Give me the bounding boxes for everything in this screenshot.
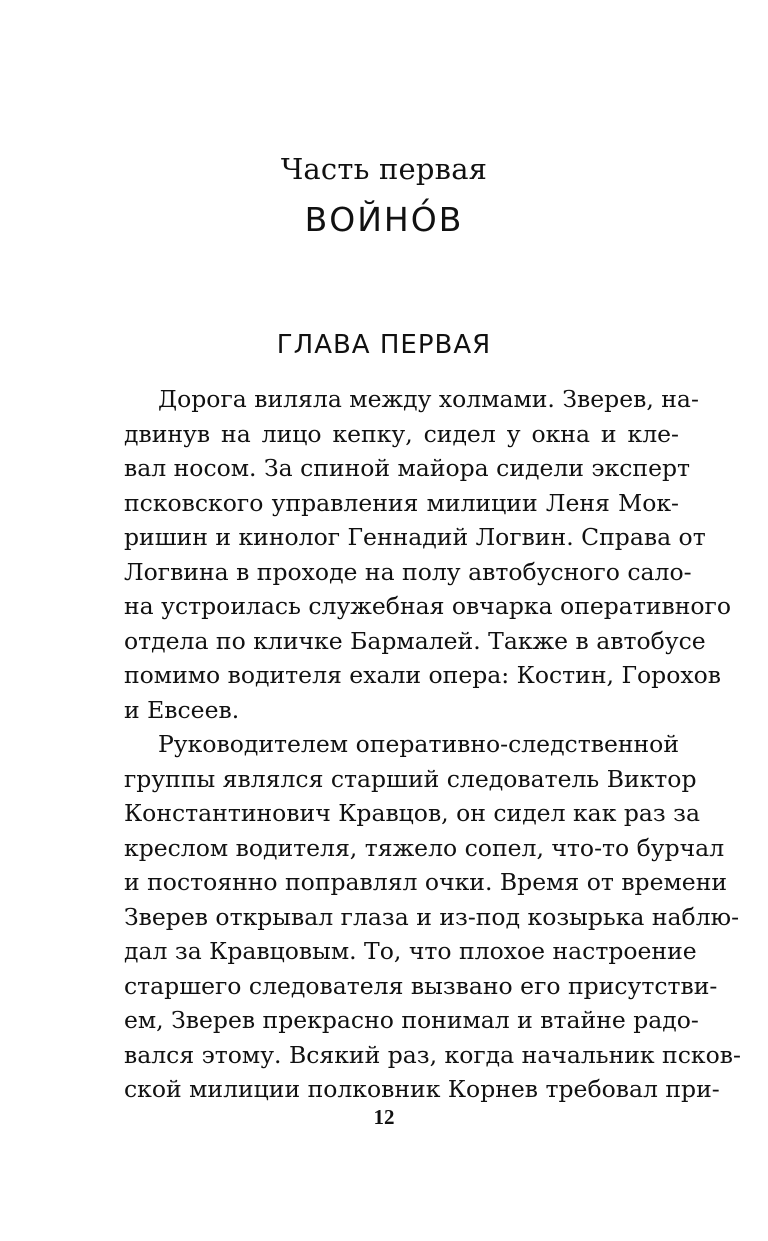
chapter-title: ГЛАВА ПЕРВАЯ — [276, 330, 492, 360]
text-line: вался этому. Всякий раз, когда начальник псков- — [124, 1040, 741, 1069]
text-line: отдела по кличке Бармалей. Также в автобусе — [124, 626, 706, 655]
text-line: ской милиции полковник Корнев требовал при- — [124, 1075, 720, 1103]
body-text — [124, 382, 741, 1107]
text-line: Дорога виляла между холмами. Зверев, на- — [158, 385, 699, 413]
text-line: Константинович Кравцов, он сидел как раз за — [124, 799, 701, 827]
text-line: на устроилась служебная овчарка оперативного — [124, 592, 731, 620]
text-line: Руководителем оперативно-следственной — [158, 730, 679, 758]
text-line: и постоянно поправлял очки. Время от времени — [124, 868, 728, 896]
text-line: дал за Кравцовым. То, что плохое настроение — [124, 937, 697, 965]
text-line: псковского управления милиции Леня Мок- — [124, 488, 679, 517]
text-line: и Евсеев. — [124, 695, 240, 724]
part-label: Часть первая — [280, 152, 488, 186]
text-line: старшего следователя вызвано его присутстви- — [124, 971, 718, 1000]
text-line: Зверев открывал глаза и из-под козырька наблю- — [124, 902, 740, 931]
page-number: 12 — [373, 1105, 395, 1129]
text-line: ем, Зверев прекрасно понимал и втайне радо- — [124, 1006, 699, 1034]
text-line: группы являлся старший следователь Виктор — [124, 764, 697, 793]
text-line: ришин и кинолог Геннадий Логвин. Справа от — [124, 523, 706, 551]
text-line: вал носом. За спиной майора сидели эксперт — [124, 454, 691, 482]
text-line: Логвина в проходе на полу автобусного сало- — [124, 557, 692, 586]
text-line: двинув на лицо кепку, сидел у окна и кле- — [124, 419, 679, 448]
text-line: креслом водителя, тяжело сопел, что-то бурчал — [124, 833, 725, 862]
text-line: помимо водителя ехали опера: Костин, Горохов — [124, 661, 721, 689]
part-title: ВОЙНО́В — [304, 200, 464, 239]
